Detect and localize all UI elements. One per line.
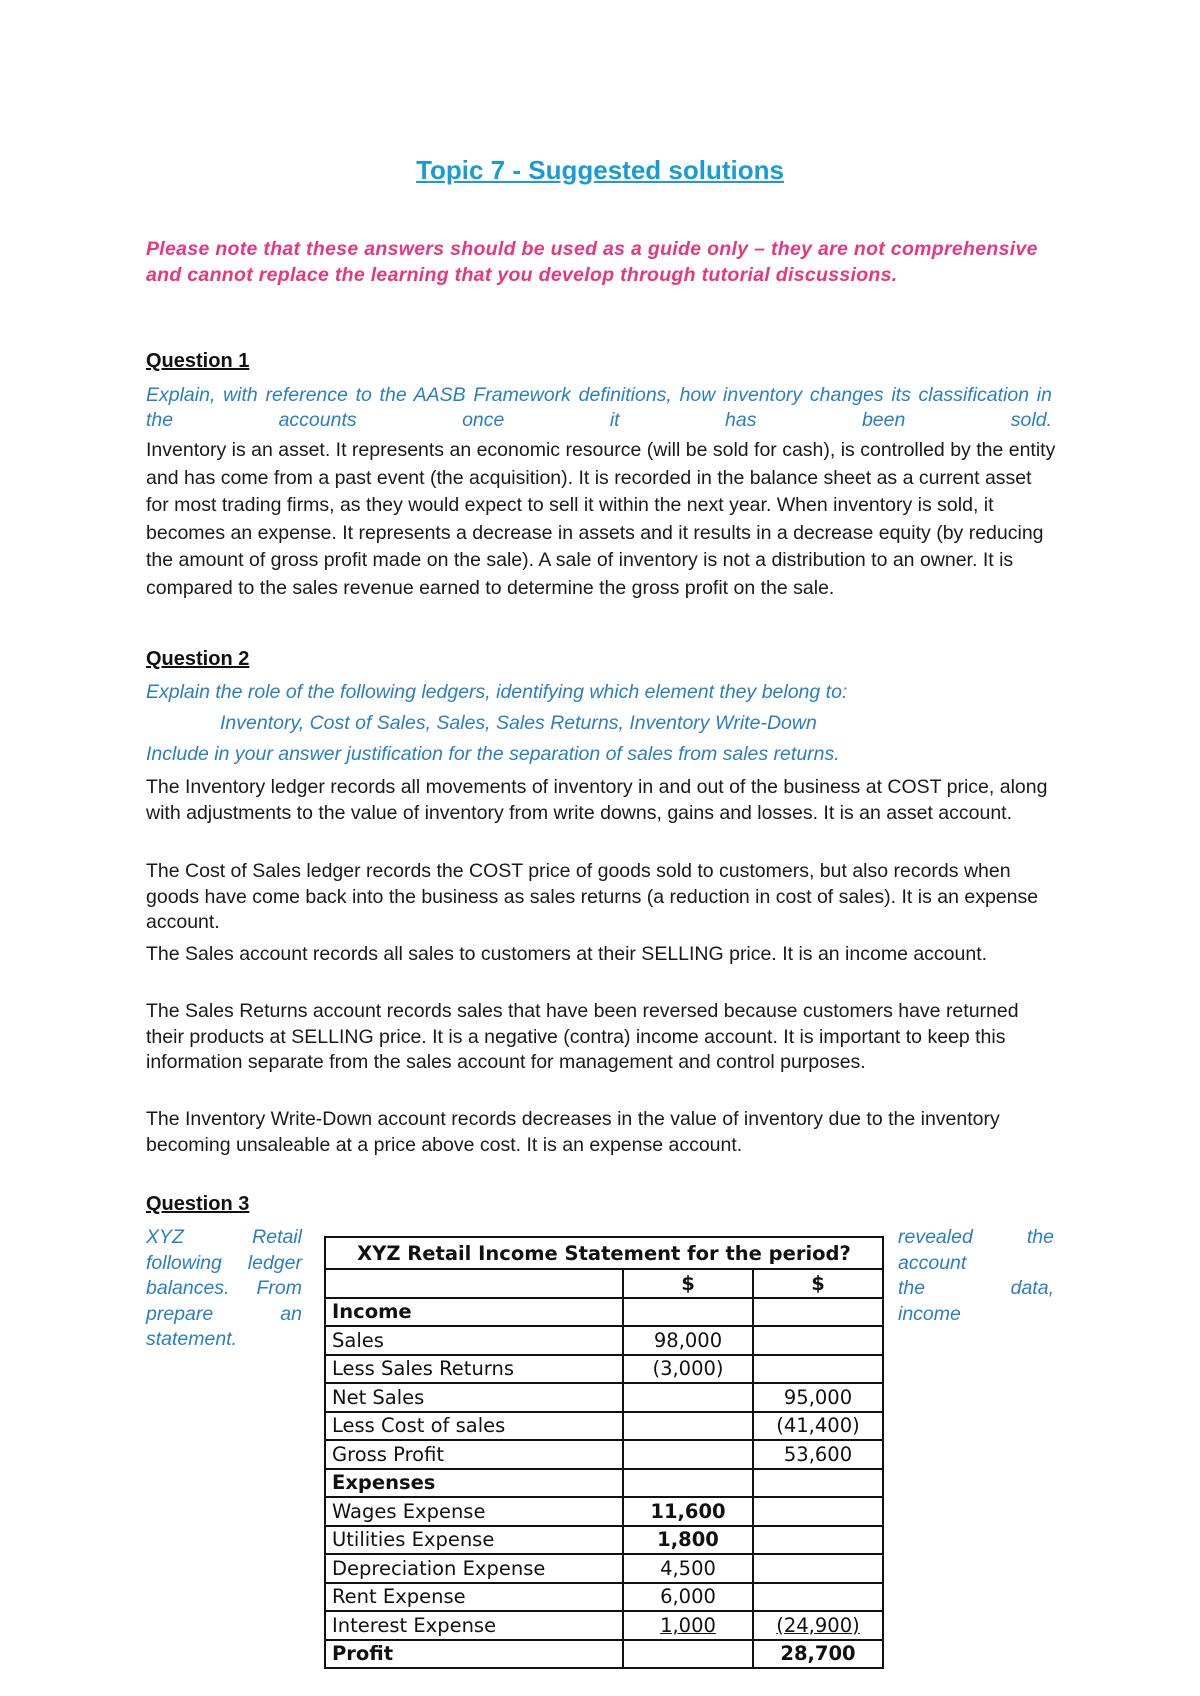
left-text-line: following ledger xyxy=(146,1251,302,1274)
row-value xyxy=(623,1383,753,1412)
row-total: (24,900) xyxy=(753,1611,883,1640)
row-label: Gross Profit xyxy=(325,1440,623,1469)
right-text-line: revealed the xyxy=(898,1226,1054,1248)
question-2-ledger-list: Inventory, Cost of Sales, Sales, Sales Returns, Inventory Write-Down xyxy=(220,712,817,734)
table-row xyxy=(325,1298,883,1327)
row-value: 1,800 xyxy=(623,1526,753,1555)
row-label: Profit xyxy=(325,1640,623,1669)
table-row xyxy=(325,1497,883,1526)
table-row xyxy=(325,1583,883,1612)
question-2-heading: Question 2 xyxy=(146,648,250,670)
row-value xyxy=(623,1469,753,1498)
disclaimer-note: Please note that these answers should be used as a guide only – they are not comprehensive and cannot replace the learning that you develop through tutorial discussions. xyxy=(146,238,1038,286)
page-title: Topic 7 - Suggested solutions xyxy=(416,155,784,185)
row-total xyxy=(753,1497,883,1526)
question-2-prompt-justification: Include in your answer justification for the separation of sales from sales returns. xyxy=(146,743,840,765)
income-statement-table xyxy=(324,1236,884,1669)
column-header: $ xyxy=(623,1269,753,1298)
row-label: Rent Expense xyxy=(325,1583,623,1612)
table-row xyxy=(325,1554,883,1583)
left-text-line: balances. From xyxy=(146,1277,302,1299)
row-label: Utilities Expense xyxy=(325,1526,623,1555)
question-1-answer: Inventory is an asset. It represents an economic resource (will be sold for cash), is controlled by the entity and has come from a past event (the acquisition). It is recorded in the balance sheet as a current asset for most trading firms, as they would expect to sell it within the next year. When inventory is sold, it becomes an expense. It represents a decrease in assets and it results in a decrease equity (by reducing the amount of gross profit made on the sale). A sale of inventory is not a distribution to an owner. It is compared to the sales revenue earned to determine the gross profit on the sale. xyxy=(146,439,1056,599)
row-value xyxy=(623,1440,753,1469)
table-row xyxy=(325,1326,883,1355)
answer-cost-of-sales-ledger: The Cost of Sales ledger records the COST price of goods sold to customers, but also records when goods have come back into the business as sales returns (a reduction in cost of sales). It is an expense account. xyxy=(146,860,1039,933)
row-value: 4,500 xyxy=(623,1554,753,1583)
table-row xyxy=(325,1383,883,1412)
row-total xyxy=(753,1469,883,1498)
row-label: Sales xyxy=(325,1326,623,1355)
statement-title: XYZ Retail Income Statement for the period? xyxy=(325,1237,883,1269)
row-label: Expenses xyxy=(325,1469,623,1498)
table-row xyxy=(325,1440,883,1469)
row-value xyxy=(623,1298,753,1327)
right-text-line: account xyxy=(898,1251,967,1274)
row-total xyxy=(753,1298,883,1327)
row-label: Income xyxy=(325,1298,623,1327)
row-value: (3,000) xyxy=(623,1355,753,1384)
answer-sales-returns-account: The Sales Returns account records sales that have been reversed because customers have returned their products at SELLING price. It is a negative (contra) income account. It is important to keep this information separate from the sales account for management and control purposes. xyxy=(146,1000,1019,1073)
row-value: 1,000 xyxy=(623,1611,753,1640)
row-total: 53,600 xyxy=(753,1440,883,1469)
table-row xyxy=(325,1469,883,1498)
row-total: (41,400) xyxy=(753,1412,883,1441)
row-label: Less Cost of sales xyxy=(325,1412,623,1441)
row-value: 98,000 xyxy=(623,1326,753,1355)
question-3-right-text xyxy=(898,1225,1054,1327)
answer-inventory-write-down-account: The Inventory Write-Down account records decreases in the value of inventory due to the inventory becoming unsaleable at a price above cost. It is an expense account. xyxy=(146,1108,1000,1156)
row-label: Depreciation Expense xyxy=(325,1554,623,1583)
table-row xyxy=(325,1412,883,1441)
row-value xyxy=(623,1412,753,1441)
row-total xyxy=(753,1355,883,1384)
answer-inventory-ledger: The Inventory ledger records all movements of inventory in and out of the business at COST price, along with adjustments to the value of inventory from write downs, gains and losses. It is an asset account. xyxy=(146,776,1048,824)
table-row xyxy=(325,1611,883,1640)
right-text-line: the data, xyxy=(898,1277,1054,1299)
row-total: 95,000 xyxy=(753,1383,883,1412)
row-total xyxy=(753,1526,883,1555)
question-2-prompt: Explain the role of the following ledgers, identifying which element they belong to: xyxy=(146,681,848,703)
table-cell xyxy=(325,1269,623,1298)
table-row xyxy=(325,1355,883,1384)
row-label: Wages Expense xyxy=(325,1497,623,1526)
right-text-line: income xyxy=(898,1302,961,1325)
left-text-line: XYZ Retail xyxy=(146,1226,302,1248)
row-value: 6,000 xyxy=(623,1583,753,1612)
question-3-heading: Question 3 xyxy=(146,1193,250,1215)
column-header: $ xyxy=(753,1269,883,1298)
table-title-row xyxy=(325,1237,883,1269)
answer-sales-account: The Sales account records all sales to customers at their SELLING price. It is an income account. xyxy=(146,943,988,965)
table-row xyxy=(325,1526,883,1555)
question-1-prompt: Explain, with reference to the AASB Framework definitions, how inventory changes its classification in the accounts once it has been sold. xyxy=(146,384,1052,431)
left-text-line: prepare an xyxy=(146,1302,302,1325)
row-value: 11,600 xyxy=(623,1497,753,1526)
row-total xyxy=(753,1554,883,1583)
row-total xyxy=(753,1583,883,1612)
left-text-line: statement. xyxy=(146,1328,238,1350)
question-1-heading: Question 1 xyxy=(146,350,250,372)
question-3-left-text xyxy=(146,1225,302,1353)
table-row xyxy=(325,1640,883,1669)
row-label: Less Sales Returns xyxy=(325,1355,623,1384)
row-label: Interest Expense xyxy=(325,1611,623,1640)
table-header-row xyxy=(325,1269,883,1298)
row-value xyxy=(623,1640,753,1669)
row-total xyxy=(753,1326,883,1355)
row-label: Net Sales xyxy=(325,1383,623,1412)
row-total: 28,700 xyxy=(753,1640,883,1669)
